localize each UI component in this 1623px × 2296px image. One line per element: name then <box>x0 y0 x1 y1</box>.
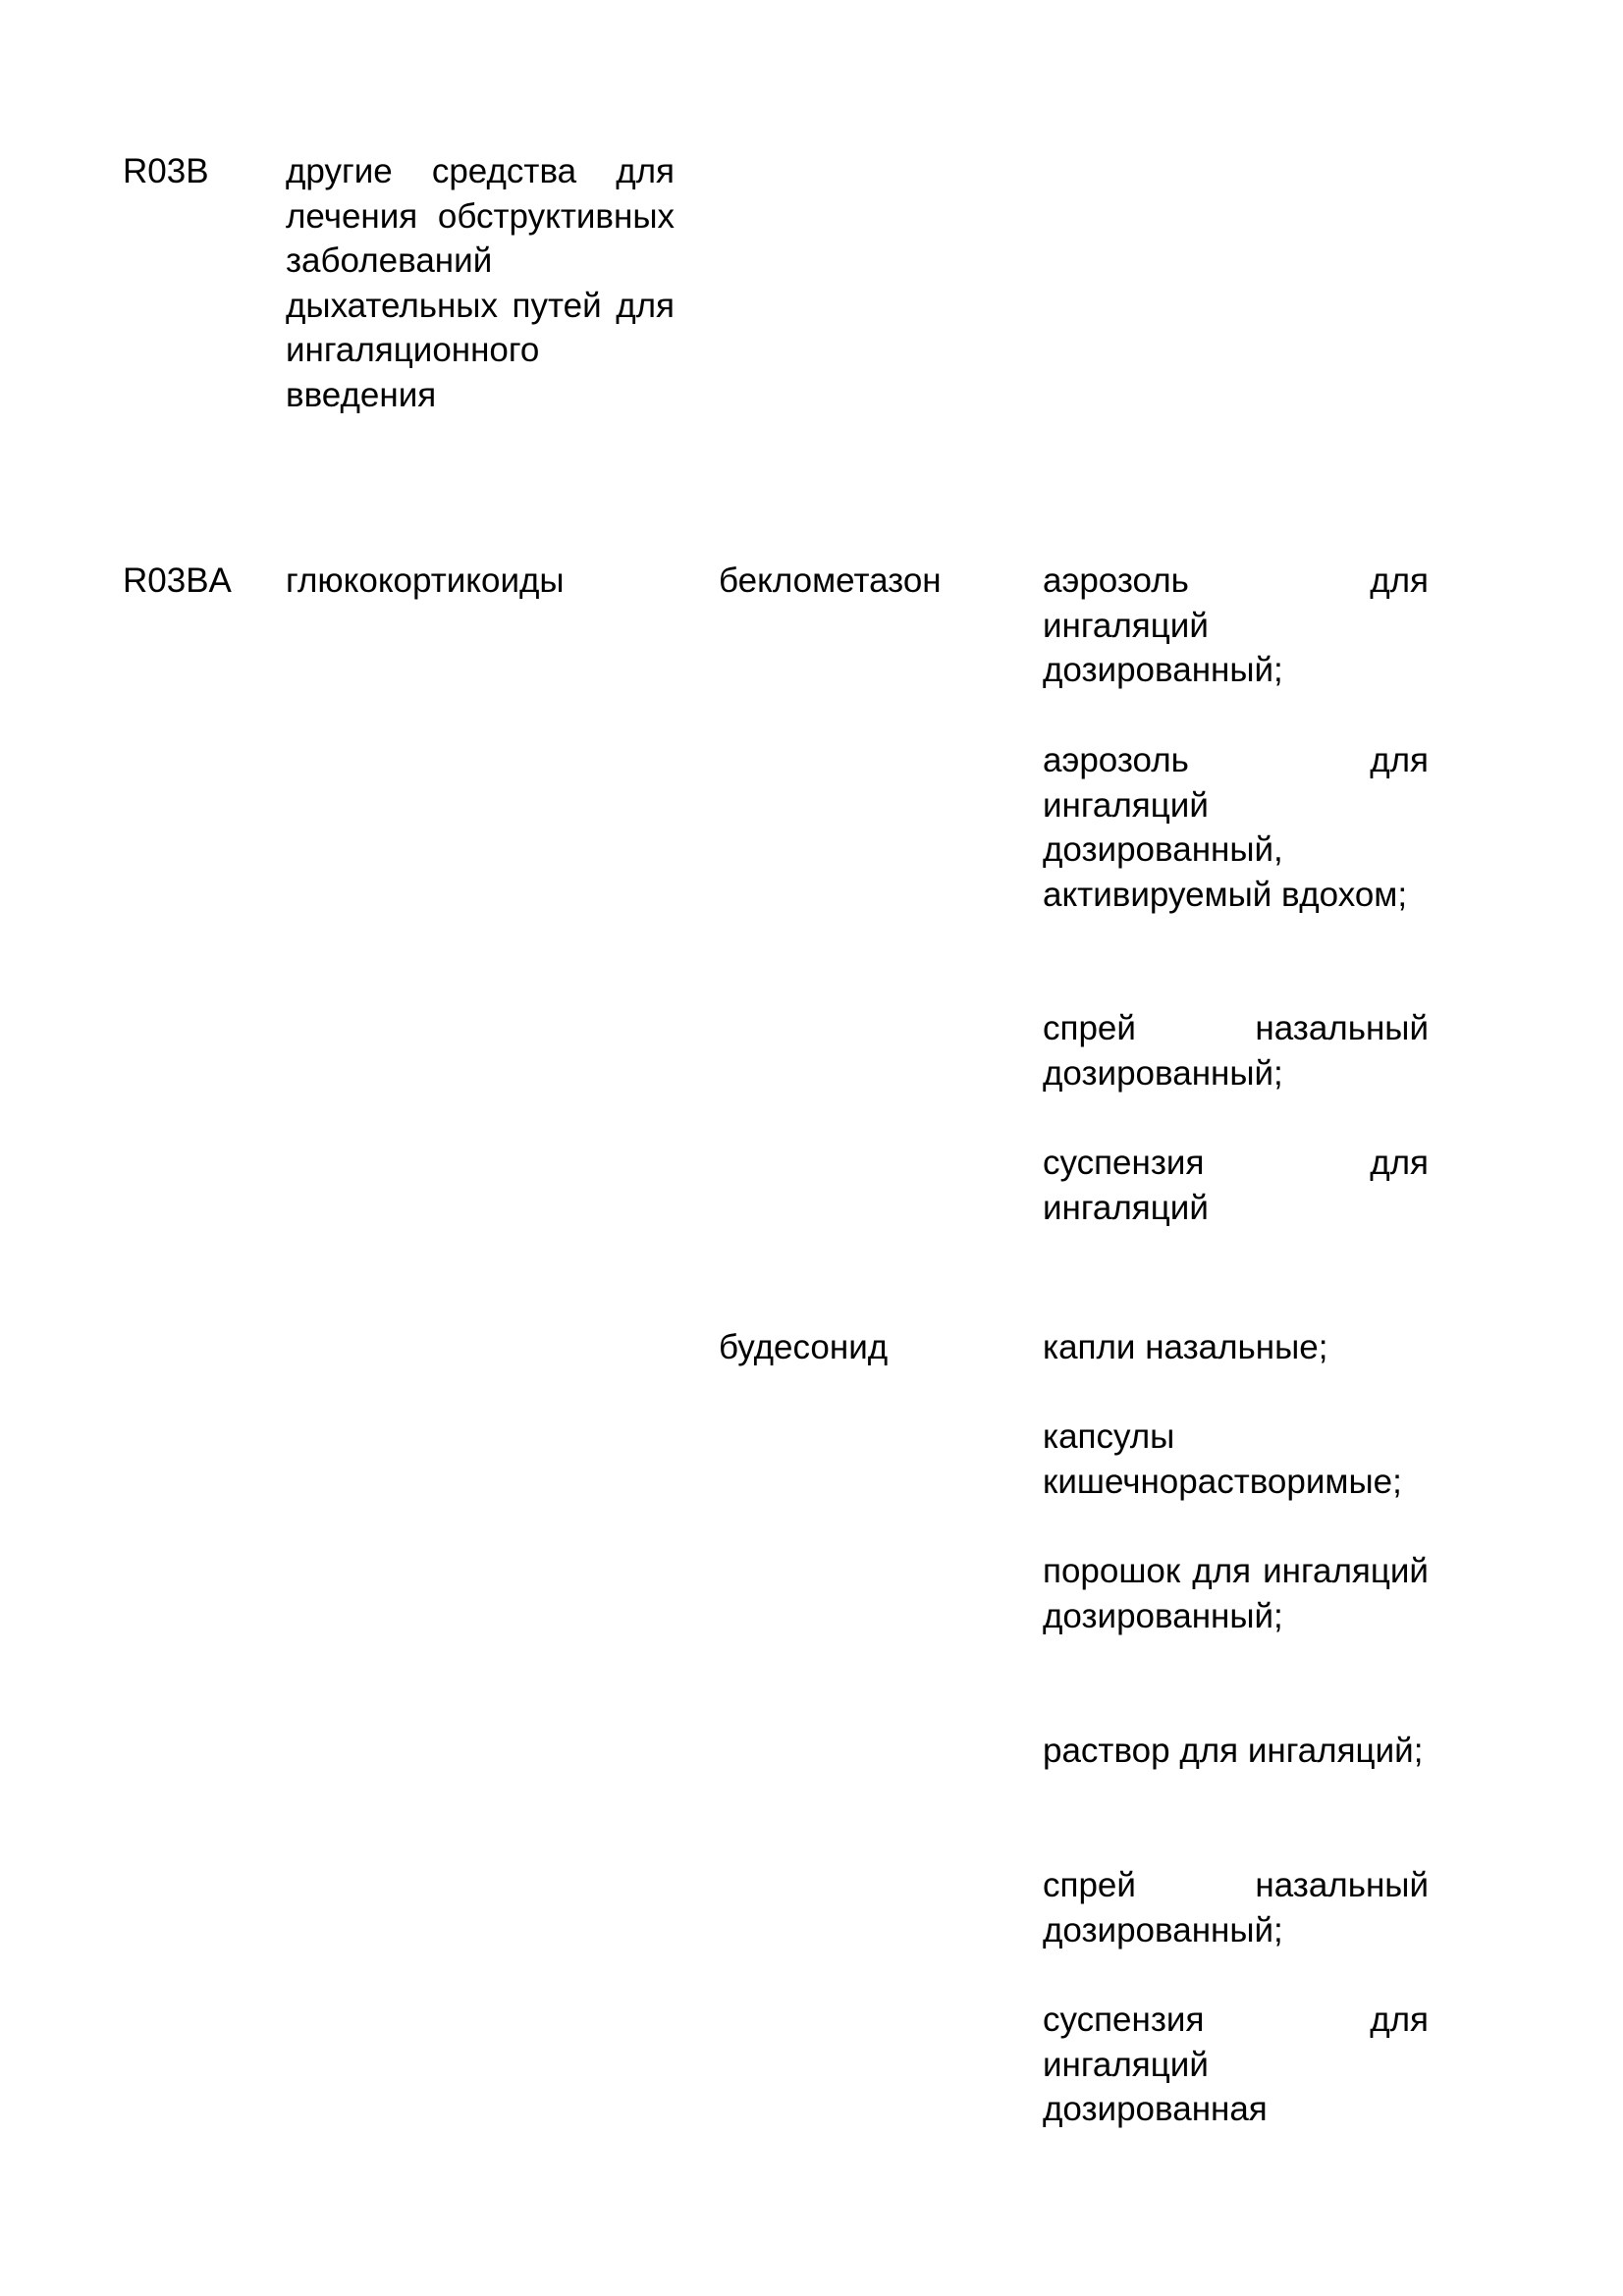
dosage-form: порошок для ингаляций дозированный; <box>1043 1552 1429 1635</box>
atc-code: R03B <box>123 152 209 190</box>
drug-name: беклометазон <box>719 561 942 600</box>
dosage-form: капсулы кишечнорастворимые; <box>1043 1417 1402 1501</box>
dosage-form: аэрозоль для ингаляций дозированный; <box>1043 561 1429 689</box>
dosage-form: суспензия для ингаляций дозированная <box>1043 2001 1429 2128</box>
atc-group-name: другие средства для лечения обструктивных заболеваний дыхательных путей для ингаляционного введения <box>286 152 675 414</box>
dosage-form: спрей назальный дозированный; <box>1043 1009 1429 1093</box>
dosage-form: аэрозоль для ингаляций дозированный, активируемый вдохом; <box>1043 741 1429 914</box>
atc-code: R03BA <box>123 561 232 600</box>
dosage-form: раствор для ингаляций; <box>1043 1732 1424 1770</box>
dosage-form: спрей назальный дозированный; <box>1043 1866 1429 1949</box>
dosage-form: суспензия для ингаляций <box>1043 1144 1429 1227</box>
atc-group-name: глюкокортикоиды <box>286 561 565 600</box>
dosage-form: капли назальные; <box>1043 1328 1328 1366</box>
drug-name: будесонид <box>719 1328 889 1366</box>
